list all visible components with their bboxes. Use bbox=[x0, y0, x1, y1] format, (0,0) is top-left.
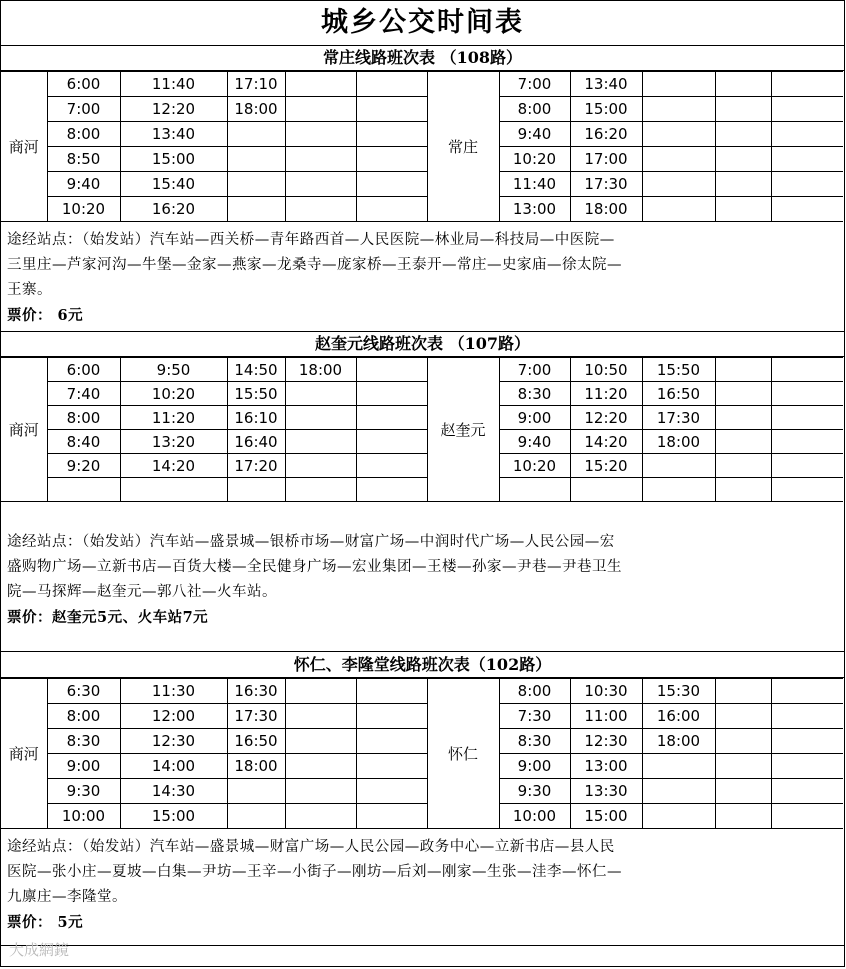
time-cell: 9:40 bbox=[499, 122, 570, 147]
time-cell: 9:00 bbox=[499, 754, 570, 779]
time-cell bbox=[642, 804, 715, 829]
stops-line: 王寨。 bbox=[7, 282, 52, 298]
time-cell: 11:30 bbox=[120, 679, 227, 704]
time-cell bbox=[285, 754, 356, 779]
stops-line: 三里庄—芦家河沟—牛堡—金家—燕家—龙桑寺—庞家桥—王泰开—常庄—史家庙—徐太院— bbox=[7, 257, 622, 273]
time-cell: 17:30 bbox=[227, 704, 285, 729]
time-cell bbox=[356, 430, 427, 454]
time-cell bbox=[356, 122, 427, 147]
time-cell: 10:30 bbox=[570, 679, 642, 704]
time-cell: 12:00 bbox=[120, 704, 227, 729]
time-cell bbox=[771, 754, 843, 779]
time-cell: 14:50 bbox=[227, 358, 285, 382]
time-cell bbox=[771, 382, 843, 406]
table-row bbox=[1, 804, 846, 829]
time-cell bbox=[227, 197, 285, 222]
time-cell bbox=[47, 478, 120, 502]
time-cell bbox=[715, 172, 771, 197]
time-cell bbox=[642, 97, 715, 122]
time-cell bbox=[285, 197, 356, 222]
table-row bbox=[1, 704, 846, 729]
table-row bbox=[1, 454, 846, 478]
time-cell bbox=[227, 172, 285, 197]
time-cell: 10:20 bbox=[499, 454, 570, 478]
time-cell: 14:20 bbox=[570, 430, 642, 454]
time-cell: 7:00 bbox=[47, 97, 120, 122]
time-cell bbox=[285, 454, 356, 478]
time-cell: 16:10 bbox=[227, 406, 285, 430]
time-cell bbox=[356, 804, 427, 829]
time-cell bbox=[356, 197, 427, 222]
departure-station-right: 怀仁 bbox=[427, 679, 499, 829]
time-cell bbox=[771, 454, 843, 478]
schedule-table bbox=[1, 71, 846, 222]
time-cell: 12:20 bbox=[570, 406, 642, 430]
time-cell: 13:40 bbox=[570, 72, 642, 97]
time-cell bbox=[642, 478, 715, 502]
time-cell: 18:00 bbox=[642, 729, 715, 754]
time-cell: 16:20 bbox=[570, 122, 642, 147]
time-cell: 9:20 bbox=[47, 454, 120, 478]
schedule-table bbox=[1, 357, 846, 502]
time-cell: 17:10 bbox=[227, 72, 285, 97]
time-cell bbox=[285, 72, 356, 97]
time-cell: 15:00 bbox=[570, 97, 642, 122]
time-cell bbox=[642, 122, 715, 147]
time-cell bbox=[570, 478, 642, 502]
time-cell bbox=[120, 478, 227, 502]
time-cell bbox=[285, 704, 356, 729]
time-cell: 6:30 bbox=[47, 679, 120, 704]
time-cell: 11:00 bbox=[570, 704, 642, 729]
time-cell bbox=[771, 97, 843, 122]
table-row bbox=[1, 779, 846, 804]
time-cell bbox=[642, 754, 715, 779]
time-cell: 8:30 bbox=[47, 729, 120, 754]
time-cell bbox=[285, 779, 356, 804]
time-cell: 14:20 bbox=[120, 454, 227, 478]
time-cell bbox=[356, 679, 427, 704]
time-cell bbox=[356, 97, 427, 122]
table-row bbox=[1, 172, 846, 197]
ticket-price: 票价： 6元 bbox=[7, 307, 84, 324]
time-cell bbox=[715, 382, 771, 406]
routes-container bbox=[1, 46, 844, 946]
time-cell: 15:40 bbox=[120, 172, 227, 197]
time-cell bbox=[715, 122, 771, 147]
time-cell bbox=[771, 478, 843, 502]
route-heading: 常庄线路班次表 （108路） bbox=[1, 46, 844, 71]
departure-station-right: 常庄 bbox=[427, 72, 499, 222]
time-cell: 8:40 bbox=[47, 430, 120, 454]
departure-station-right: 赵奎元 bbox=[427, 358, 499, 502]
time-cell bbox=[771, 704, 843, 729]
time-cell: 16:20 bbox=[120, 197, 227, 222]
time-cell: 15:50 bbox=[227, 382, 285, 406]
time-cell: 9:30 bbox=[499, 779, 570, 804]
time-cell bbox=[499, 478, 570, 502]
route-stops bbox=[1, 829, 844, 946]
time-cell: 18:00 bbox=[227, 754, 285, 779]
table-row bbox=[1, 430, 846, 454]
table-row bbox=[1, 122, 846, 147]
time-cell: 8:00 bbox=[47, 406, 120, 430]
time-cell: 16:40 bbox=[227, 430, 285, 454]
time-cell: 10:20 bbox=[47, 197, 120, 222]
time-cell: 11:40 bbox=[499, 172, 570, 197]
time-cell bbox=[715, 430, 771, 454]
time-cell: 9:00 bbox=[499, 406, 570, 430]
table-row bbox=[1, 729, 846, 754]
ticket-price: 票价：赵奎元5元、火车站7元 bbox=[7, 609, 209, 626]
time-cell: 10:00 bbox=[47, 804, 120, 829]
time-cell bbox=[285, 172, 356, 197]
time-cell: 13:30 bbox=[570, 779, 642, 804]
time-cell: 13:00 bbox=[570, 754, 642, 779]
time-cell bbox=[771, 172, 843, 197]
time-cell bbox=[771, 779, 843, 804]
time-cell: 15:30 bbox=[642, 679, 715, 704]
time-cell: 7:40 bbox=[47, 382, 120, 406]
time-cell bbox=[715, 358, 771, 382]
time-cell: 8:50 bbox=[47, 147, 120, 172]
time-cell bbox=[285, 679, 356, 704]
time-cell bbox=[285, 729, 356, 754]
route-section bbox=[1, 332, 844, 652]
time-cell bbox=[356, 172, 427, 197]
time-cell bbox=[285, 406, 356, 430]
time-cell: 10:50 bbox=[570, 358, 642, 382]
time-cell bbox=[715, 406, 771, 430]
time-cell bbox=[285, 97, 356, 122]
time-cell bbox=[715, 454, 771, 478]
time-cell: 13:20 bbox=[120, 430, 227, 454]
stops-line: 院—马探辉—赵奎元—郭八社—火车站。 bbox=[7, 584, 277, 600]
time-cell: 8:00 bbox=[47, 704, 120, 729]
time-cell bbox=[356, 754, 427, 779]
table-row bbox=[1, 679, 846, 704]
time-cell: 16:00 bbox=[642, 704, 715, 729]
time-cell: 18:00 bbox=[642, 430, 715, 454]
time-cell: 13:00 bbox=[499, 197, 570, 222]
time-cell bbox=[285, 147, 356, 172]
time-cell bbox=[715, 704, 771, 729]
time-cell bbox=[771, 679, 843, 704]
ticket-price: 票价： 5元 bbox=[7, 914, 84, 931]
table-row bbox=[1, 382, 846, 406]
time-cell bbox=[642, 197, 715, 222]
time-cell bbox=[356, 72, 427, 97]
table-row bbox=[1, 147, 846, 172]
time-cell: 9:00 bbox=[47, 754, 120, 779]
time-cell bbox=[356, 147, 427, 172]
time-cell: 11:20 bbox=[570, 382, 642, 406]
time-cell bbox=[771, 147, 843, 172]
route-stops bbox=[1, 222, 844, 332]
time-cell bbox=[227, 147, 285, 172]
time-cell: 8:30 bbox=[499, 729, 570, 754]
time-cell bbox=[356, 779, 427, 804]
time-cell: 7:00 bbox=[499, 72, 570, 97]
time-cell: 9:50 bbox=[120, 358, 227, 382]
time-cell bbox=[356, 358, 427, 382]
time-cell bbox=[715, 147, 771, 172]
time-cell: 10:20 bbox=[499, 147, 570, 172]
time-cell: 9:40 bbox=[499, 430, 570, 454]
stops-line: 途经站点：（始发站）汽车站—盛景城—银桥市场—财富广场—中润时代广场—人民公园—宏 bbox=[7, 534, 615, 550]
route-section bbox=[1, 652, 844, 946]
time-cell bbox=[285, 122, 356, 147]
time-cell bbox=[356, 704, 427, 729]
time-cell: 17:00 bbox=[570, 147, 642, 172]
time-cell bbox=[227, 122, 285, 147]
time-cell bbox=[771, 122, 843, 147]
route-heading: 怀仁、李隆堂线路班次表（102路） bbox=[1, 652, 844, 678]
time-cell bbox=[356, 729, 427, 754]
time-cell bbox=[356, 478, 427, 502]
time-cell bbox=[715, 679, 771, 704]
time-cell: 17:20 bbox=[227, 454, 285, 478]
time-cell bbox=[715, 729, 771, 754]
time-cell: 10:20 bbox=[120, 382, 227, 406]
time-cell: 14:30 bbox=[120, 779, 227, 804]
time-cell: 6:00 bbox=[47, 72, 120, 97]
time-cell: 7:30 bbox=[499, 704, 570, 729]
time-cell bbox=[715, 72, 771, 97]
time-cell bbox=[771, 358, 843, 382]
time-cell bbox=[285, 430, 356, 454]
route-heading: 赵奎元线路班次表 （107路） bbox=[1, 332, 844, 357]
time-cell bbox=[227, 478, 285, 502]
time-cell: 16:50 bbox=[642, 382, 715, 406]
time-cell: 18:00 bbox=[227, 97, 285, 122]
time-cell bbox=[771, 729, 843, 754]
stops-line: 九廪庄—李隆堂。 bbox=[7, 889, 127, 905]
stops-line: 盛购物广场—立新书店—百货大楼—全民健身广场—宏业集团—王楼—孙家—尹巷—尹巷卫生 bbox=[7, 559, 622, 575]
time-cell bbox=[715, 197, 771, 222]
time-cell: 15:50 bbox=[642, 358, 715, 382]
time-cell: 11:20 bbox=[120, 406, 227, 430]
time-cell bbox=[771, 197, 843, 222]
time-cell bbox=[356, 454, 427, 478]
time-cell: 10:00 bbox=[499, 804, 570, 829]
departure-station-left: 商河 bbox=[1, 679, 47, 829]
time-cell bbox=[771, 72, 843, 97]
time-cell: 17:30 bbox=[570, 172, 642, 197]
route-stops bbox=[1, 502, 844, 652]
time-cell: 17:30 bbox=[642, 406, 715, 430]
time-cell: 6:00 bbox=[47, 358, 120, 382]
table-row bbox=[1, 72, 846, 97]
time-cell bbox=[771, 406, 843, 430]
time-cell: 8:00 bbox=[47, 122, 120, 147]
time-cell: 15:00 bbox=[120, 804, 227, 829]
time-cell: 16:50 bbox=[227, 729, 285, 754]
time-cell bbox=[285, 478, 356, 502]
time-cell: 16:30 bbox=[227, 679, 285, 704]
time-cell: 11:40 bbox=[120, 72, 227, 97]
time-cell: 18:00 bbox=[570, 197, 642, 222]
schedule-table bbox=[1, 678, 846, 829]
time-cell bbox=[715, 97, 771, 122]
time-cell: 15:00 bbox=[570, 804, 642, 829]
time-cell bbox=[642, 147, 715, 172]
time-cell: 9:30 bbox=[47, 779, 120, 804]
time-cell: 12:20 bbox=[120, 97, 227, 122]
time-cell bbox=[356, 406, 427, 430]
stops-line: 途经站点：（始发站）汽车站—盛景城—财富广场—人民公园—政务中心—立新书店—县人民 bbox=[7, 839, 615, 855]
time-cell: 8:00 bbox=[499, 97, 570, 122]
time-cell: 12:30 bbox=[570, 729, 642, 754]
time-cell: 18:00 bbox=[285, 358, 356, 382]
time-cell bbox=[356, 382, 427, 406]
time-cell bbox=[285, 804, 356, 829]
time-cell bbox=[715, 754, 771, 779]
table-row bbox=[1, 406, 846, 430]
time-cell: 8:00 bbox=[499, 679, 570, 704]
time-cell: 13:40 bbox=[120, 122, 227, 147]
time-cell bbox=[285, 382, 356, 406]
time-cell: 14:00 bbox=[120, 754, 227, 779]
stops-line: 医院—张小庄—夏坡—白集—尹坊—王辛—小街子—刚坊—后刘—刚家—生张—洼李—怀仁— bbox=[7, 864, 622, 880]
table-row bbox=[1, 478, 846, 502]
departure-station-left: 商河 bbox=[1, 358, 47, 502]
time-cell: 8:30 bbox=[499, 382, 570, 406]
time-cell: 12:30 bbox=[120, 729, 227, 754]
table-row bbox=[1, 97, 846, 122]
route-section bbox=[1, 46, 844, 332]
page-title: 城乡公交时间表 bbox=[1, 1, 844, 46]
table-row bbox=[1, 754, 846, 779]
time-cell: 15:00 bbox=[120, 147, 227, 172]
time-cell bbox=[715, 804, 771, 829]
time-cell: 9:40 bbox=[47, 172, 120, 197]
time-cell: 7:00 bbox=[499, 358, 570, 382]
time-cell bbox=[715, 478, 771, 502]
table-row bbox=[1, 197, 846, 222]
time-cell bbox=[771, 430, 843, 454]
table-row bbox=[1, 358, 846, 382]
time-cell bbox=[642, 779, 715, 804]
time-cell bbox=[642, 72, 715, 97]
time-cell bbox=[227, 804, 285, 829]
time-cell: 15:20 bbox=[570, 454, 642, 478]
time-cell bbox=[642, 454, 715, 478]
departure-station-left: 商河 bbox=[1, 72, 47, 222]
time-cell bbox=[227, 779, 285, 804]
time-cell bbox=[642, 172, 715, 197]
time-cell bbox=[771, 804, 843, 829]
watermark: 大成網鏡 bbox=[9, 941, 70, 959]
stops-line: 途经站点：（始发站）汽车站—西关桥—青年路西首—人民医院—林业局—科技局—中医院— bbox=[7, 232, 615, 248]
time-cell bbox=[715, 779, 771, 804]
